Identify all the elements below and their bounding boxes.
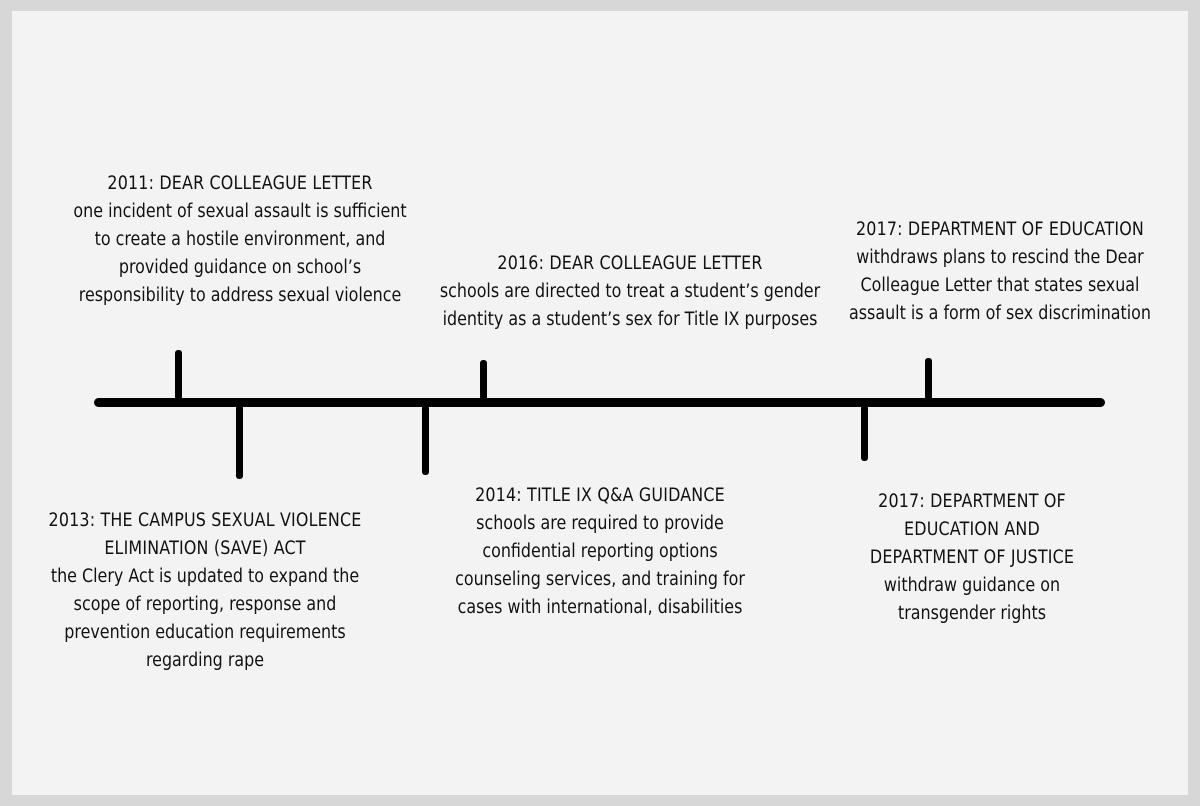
event-2017-department-of-education: [828, 216, 1172, 328]
event-title: 2013: THE CAMPUS SEXUAL VIOLENCE ELIMINATION (SAVE) ACT: [48, 510, 362, 559]
tick-2014: [422, 405, 429, 475]
timeline-axis: [94, 398, 1105, 407]
tick-2011: [175, 350, 182, 400]
event-title: 2016: DEAR COLLEAGUE LETTER: [497, 253, 763, 274]
tick-2017-doe: [925, 358, 932, 400]
tick-2016: [480, 360, 487, 400]
event-2017-doe-and-doj: [800, 488, 1144, 628]
tick-2013: [236, 405, 243, 479]
event-title: 2014: TITLE IX Q&A GUIDANCE: [475, 485, 725, 506]
event-2014-title-ix-guidance: [411, 482, 789, 622]
event-2011-dear-colleague-letter: [51, 170, 429, 310]
event-description: withdraws plans to rescind the Dear Colleague Letter that states sexual assault is a form of sex discrimination: [848, 247, 1152, 324]
event-title: 2017: DEPARTMENT OF EDUCATION: [855, 219, 1144, 240]
event-description: schools are required to provide confidential reporting options counseling services, and training for cases with international, disabilities: [455, 513, 745, 618]
event-description: the Clery Act is updated to expand the scope of reporting, response and prevention education requirements regarding rape: [50, 566, 360, 671]
event-description: withdraw guidance on transgender rights: [883, 575, 1061, 624]
event-2016-dear-colleague-letter: [398, 250, 862, 334]
event-description: schools are directed to treat a student’s gender identity as a student’s sex for Title IX purposes: [439, 281, 821, 330]
event-2013-save-act: [16, 507, 394, 675]
event-title: 2011: DEAR COLLEAGUE LETTER: [107, 173, 373, 194]
tick-2017-doj: [861, 405, 868, 461]
event-description: one incident of sexual assault is sufficient to create a hostile environment, and provided guidance on school’s responsibility to address sexual violence: [73, 201, 407, 306]
event-title: 2017: DEPARTMENT OF EDUCATION AND DEPARTMENT OF JUSTICE: [869, 491, 1075, 568]
